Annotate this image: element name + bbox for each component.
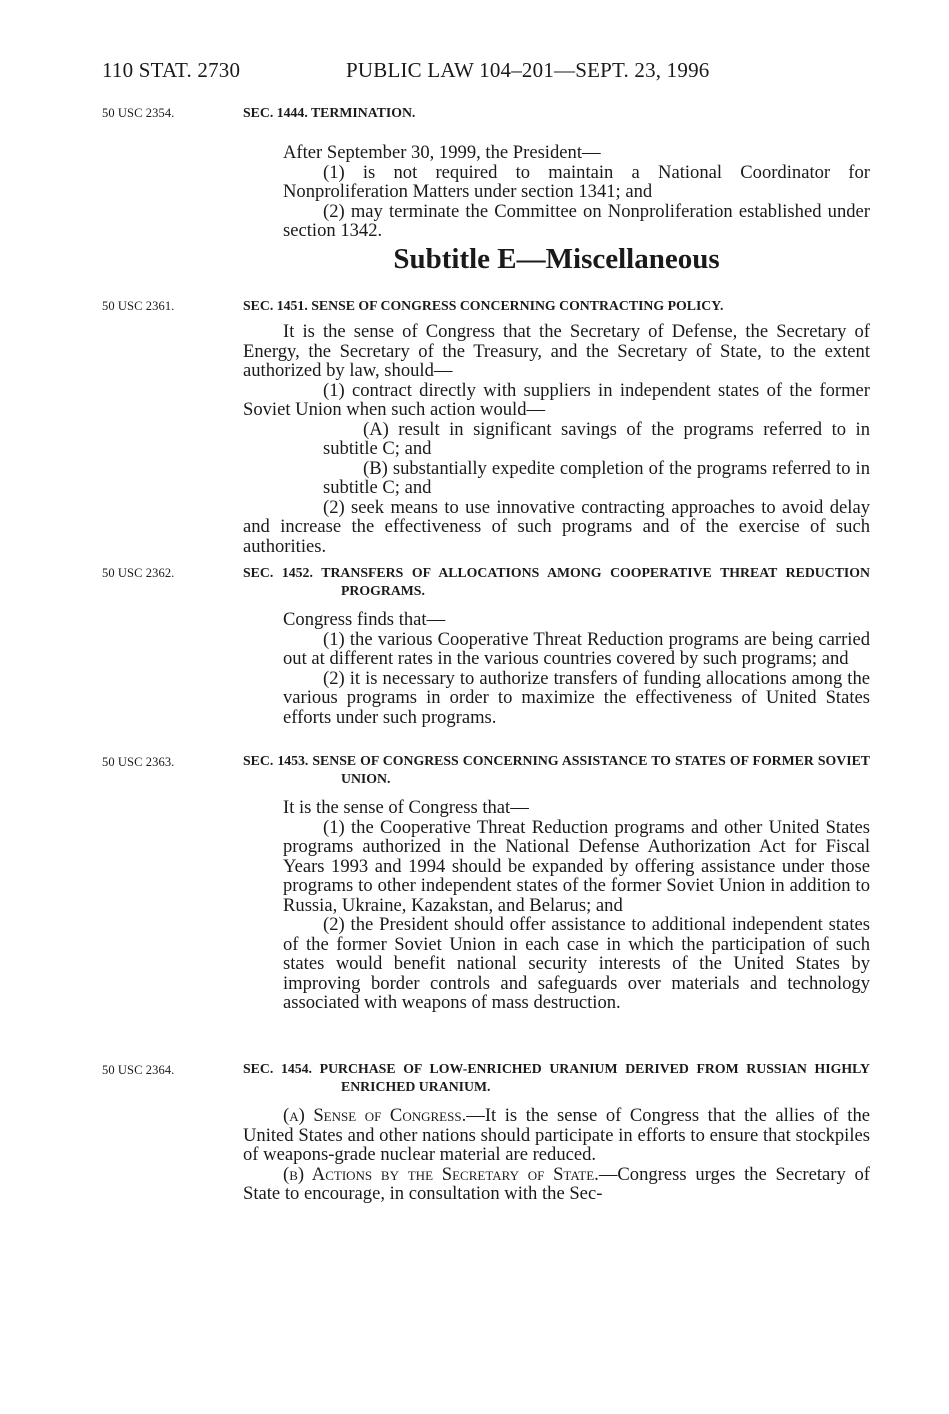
paragraph: Congress finds that— [283,609,446,630]
section-heading: SEC. 1452. TRANSFERS OF ALLOCATIONS AMONG COOPERATIVE THREAT REDUCTION PROGRAMS. [243,565,870,598]
paragraph: (1) contract directly with suppliers in independent states of the former Soviet Union when such action would— [243,379,870,420]
paragraph: (1) is not required to maintain a National Coordinator for Nonproliferation Matters under section 1341; and [283,161,870,202]
paragraph: After September 30, 1999, the President— [283,142,601,163]
section-1453 [243,752,870,1013]
paragraph: (1) the Cooperative Threat Reduction programs and other United States programs authorized in the National Defense Authorization Act for Fiscal Years 1993 and 1994 should be expanded by offering assistance under those programs to other independent states of the former Soviet Union in addition to Russia, Ukraine, Kazakstan, and Belarus; and [283,816,870,916]
margin-citation: 50 USC 2362. [102,566,175,580]
paragraph: (2) it is necessary to authorize transfers of funding allocations among the various programs in order to maximize the effectiveness of United States efforts under such programs. [283,667,870,728]
paragraph: (1) the various Cooperative Threat Reduction programs are being carried out at different rates in the various countries covered by such programs; and [283,628,870,669]
paragraph-a [243,1106,870,1165]
section-heading: SEC. 1453. SENSE OF CONGRESS CONCERNING ASSISTANCE TO STATES OF FORMER SOVIET UNION. [243,753,870,786]
margin-citation: 50 USC 2361. [102,299,175,313]
subtitle-heading: Subtitle E—Miscellaneous [393,243,720,275]
paragraph-b [243,1165,870,1204]
section-heading: SEC. 1444. TERMINATION. [243,105,416,120]
subsection-label: (a) Sense of Congress. [283,1105,467,1126]
subsection-text: —Congress urges the Secretary of State to encourage, in consultation with the Sec- [243,1163,870,1204]
section-heading: SEC. 1451. SENSE OF CONGRESS CONCERNING CONTRACTING POLICY. [243,298,724,313]
paragraph: (A) result in significant savings of the programs referred to in subtitle C; and [323,418,870,459]
subsection-label: (b) Actions by the Secretary of State. [283,1163,599,1185]
section-1444 [243,104,870,241]
paragraph: (2) may terminate the Committee on Nonproliferation established under section 1342. [283,200,870,241]
paragraph: It is the sense of Congress that— [283,797,529,818]
subsection-text: —It is the sense of Congress that the allies of the United States and other nations should participate in efforts to ensure that stockpiles of weapons-grade nuclear material are reduced. [243,1105,870,1165]
section-1454 [243,1060,870,1204]
public-law-citation: PUBLIC LAW 104–201—SEPT. 23, 1996 [346,58,710,82]
paragraph: (B) substantially expedite completion of the programs referred to in subtitle C; and [323,457,870,498]
margin-citation: 50 USC 2364. [102,1063,175,1077]
paragraph: (2) seek means to use innovative contracting approaches to avoid delay and increase the effectiveness of such programs and of the exercise of such authorities. [243,496,870,557]
section-1452 [243,564,870,727]
margin-citation: 50 USC 2354. [102,106,175,120]
paragraph: (2) the President should offer assistance to additional independent states of the former Soviet Union in each case in which the participation of such states would benefit national security interests of the United States by improving border controls and safeguards over materials and technology associated with weapons of mass destruction. [283,914,870,1013]
stat-page-number: 110 STAT. 2730 [102,58,241,82]
section-1451 [243,297,870,556]
section-heading: SEC. 1454. PURCHASE OF LOW-ENRICHED URANIUM DERIVED FROM RUSSIAN HIGHLY ENRICHED URANIUM. [243,1061,870,1094]
margin-citation: 50 USC 2363. [102,755,175,769]
paragraph: It is the sense of Congress that the Secretary of Defense, the Secretary of Energy, the Secretary of the Treasury, and the Secretary of State, to the extent authorized by law, should— [243,321,870,381]
